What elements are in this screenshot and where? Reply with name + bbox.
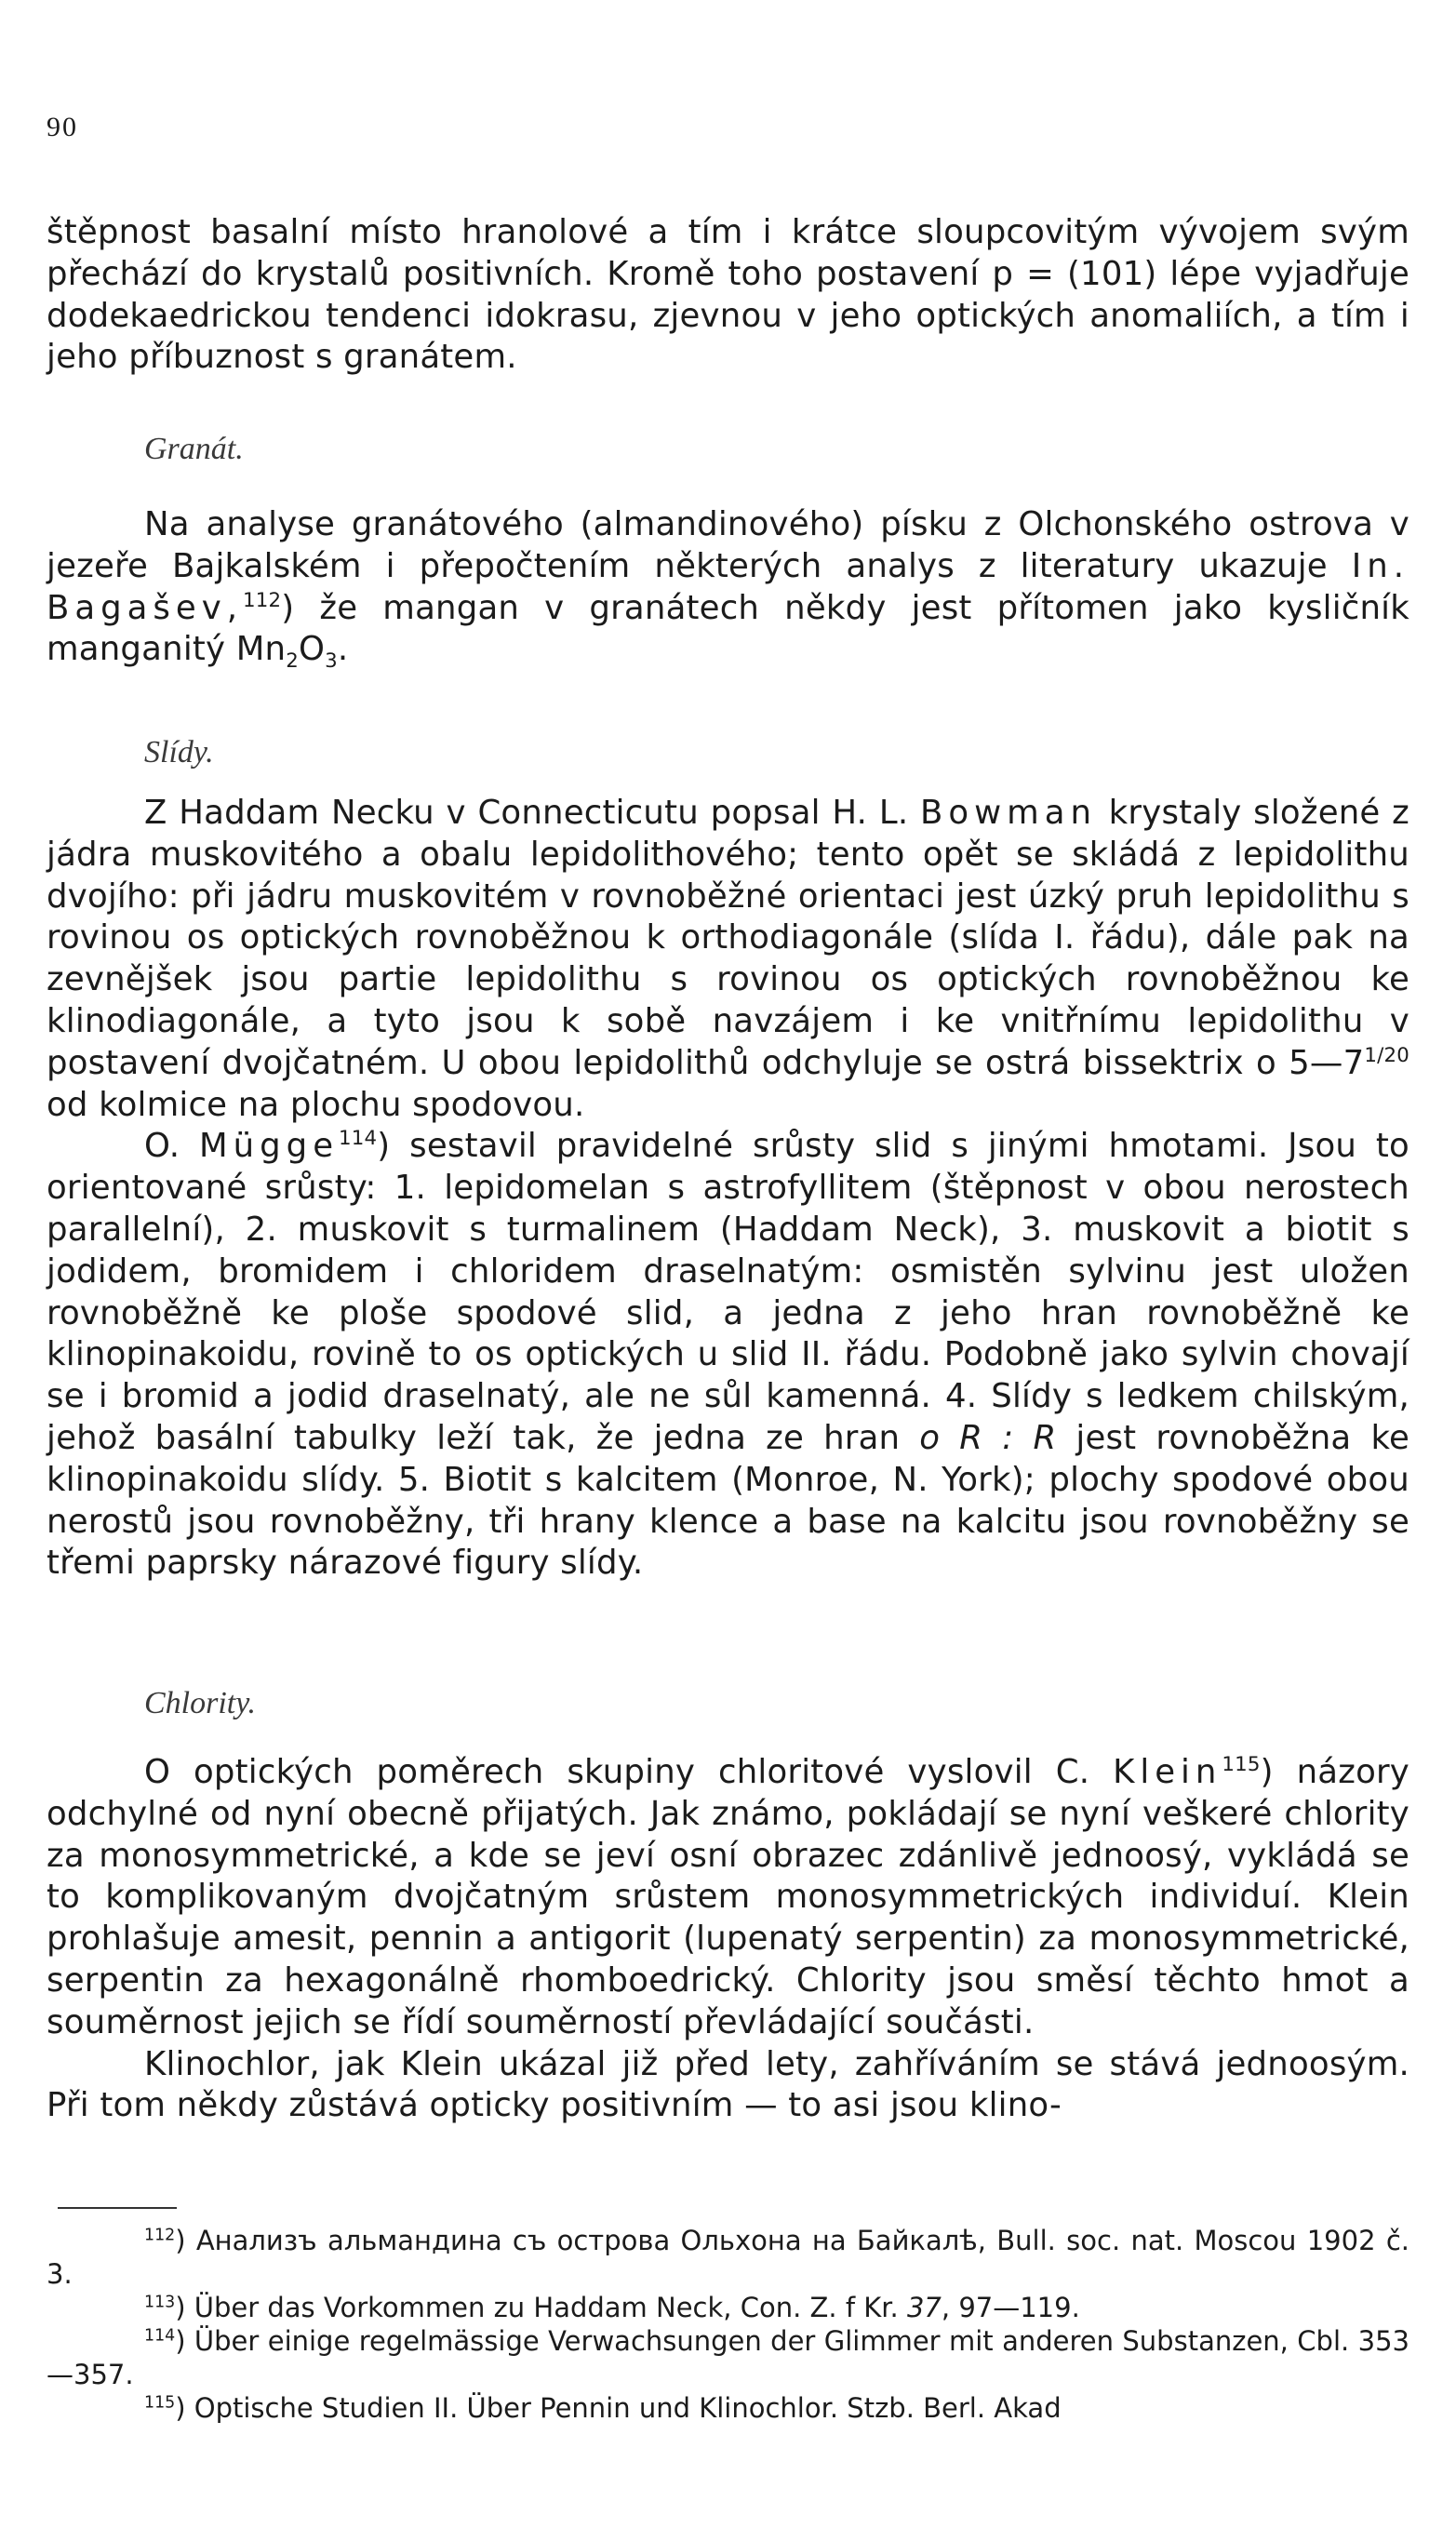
paragraph-6: Klinochlor, jak Klein ukázal již před lety, zahříváním se stává jednoosým. Při tom někdy zůstává opticky positivním — to asi jsou klino-	[47, 2044, 1409, 2125]
footnote-113: $^{113}$) Über das Vorkommen zu Haddam Neck, Con. Z. f Kr. 37, 97—119.	[144, 2292, 1080, 2323]
author-bagasev: In. Bagašev,	[47, 546, 1409, 627]
crystal-formula: o R : R	[919, 1418, 1057, 1457]
paragraph-3: Z Haddam Necku v Connecticutu popsal H. L. Bowman krystaly složené z jádra muskovitého a obalu lepidolithového; tento opět se skládá z lepidolithu dvojího: při jádru muskovitém v rovnoběžné orientaci jest úzký pruh lepidolithu s rovinou os optických rovnoběžnou k orthodiagonále (slída I. řádu), dále pak na zevnějšek jsou partie lepidolithu s rovinou os optických rovnoběžnou ke klinodiagonále, a tyto jsou k sobě navzájem i ke vnitřnímu lepidolithu v postavení dvojčatném. U obou lepidolithů odchyluje se ostrá bissektrix o $5—7^{1/20}$ od kolmice na plochu spodovou.	[47, 794, 1409, 1124]
section-chlority-text	[47, 1752, 1409, 2127]
paragraph-intro	[47, 212, 1409, 379]
footnote-divider	[58, 2207, 177, 2209]
paragraph-4: O. Mügge$^{114}$) sestavil pravidelné srůsty slid s jinými hmotami. Jsou to orientované srůsty: 1. lepidomelan s astrofyllitem (štěpnost v obou nerostech parallelní), 2. muskovit s turmalinem (Haddam Neck), 3. muskovit a biotit s jodidem, bromidem i chloridem draselnatým: osmistěn sylvinu jest uložen rovnoběžně ke ploše spodové slid, a jedna z jeho hran rovnoběžně ke klinopinakoidu, rovině to os optických u slid II. řádu. Podobně jako sylvin chovají se i bromid a jodid draselnatý, ale ne sůl kamenná. 4. Slídy s ledkem chilským, jehož basální tabulky leží tak, že jedna ze hran o R : R jest rovnoběžna ke klinopinakoidu slídy. 5. Biotit s kalcitem (Monroe, N. York); plochy spodové obou nerostů jsou rovnoběžny, tři hrany klence a base na kalcitu jsou rovnoběžny se třemi paprsky nárazové figury slídy.	[47, 1127, 1409, 1583]
footnotes	[47, 2224, 1409, 2425]
author-bowman: Bowman	[920, 794, 1097, 832]
section-heading-slidy: Slídy.	[144, 735, 214, 769]
footnote-ref-112: 112	[243, 588, 282, 612]
footnote-115: $^{115}$) Optische Studien II. Über Pennin und Klinochlor. Stzb. Berl. Akad	[144, 2392, 1062, 2424]
paragraph-5: O optických poměrech skupiny chloritové vyslovil C. Klein$^{115}$) názory odchylné od nyní obecně přijatých. Jak známo, pokládají se nyní veškeré chlority za monosymmetrické, a kde se jeví osní obrazec zdánlivě jednoosý, vykládá se to komplikovaným dvojčatným srůstem monosymmetrických individuí. Klein prohlašuje amesit, pennin a antigorit (lupenatý serpentin) za monosymmetrické, serpentin za hexagonálně rhomboedrický. Chlority jsou směsí těchto hmot a souměrnost jejich se řídí souměrností převládající součásti.	[47, 1753, 1410, 2041]
section-granat-text	[47, 504, 1409, 674]
author-klein: Klein	[1113, 1753, 1222, 1791]
section-heading-chlority: Chlority.	[144, 1686, 256, 1720]
paragraph-2: Na analyse granátového (almandinového) písku z Olchonského ostrova v jezeře Bajkalském i přepočtením některých analys z literatury ukazuje In. Bagašev,$^{112}$) že mangan v granátech někdy jest přítomen jako kysličník manganitý $Mn_2O_3$.	[47, 505, 1409, 674]
footnote-ref-115: 115	[1222, 1753, 1261, 1777]
footnote-ref-114: 114	[339, 1127, 378, 1151]
footnote-112: $^{112}$) Анализъ альмандина съ острова Ольхона на Байкалѣ, Bull. soc. nat. Moscou 1902 č. 3.	[47, 2225, 1409, 2290]
section-slidy-text	[47, 793, 1409, 1585]
paragraph-1: štěpnost basalní místo hranolové a tím i krátce sloupcovitým vývojem svým přechází do krystalů positivních. Kromě toho postavení p = (101) lépe vyjadřuje dodekaedrickou tendenci idokrasu, zjevnou v jeho optických anomaliích, a tím i jeho příbuznost s granátem.	[47, 213, 1409, 377]
author-mugge: Mügge	[199, 1127, 340, 1166]
section-heading-granat: Granát.	[144, 432, 244, 466]
footnote-114: $^{114}$) Über einige regelmässige Verwachsungen der Glimmer mit anderen Substanzen, Cbl. 353—357.	[47, 2325, 1409, 2390]
page-number: 90	[47, 112, 78, 142]
